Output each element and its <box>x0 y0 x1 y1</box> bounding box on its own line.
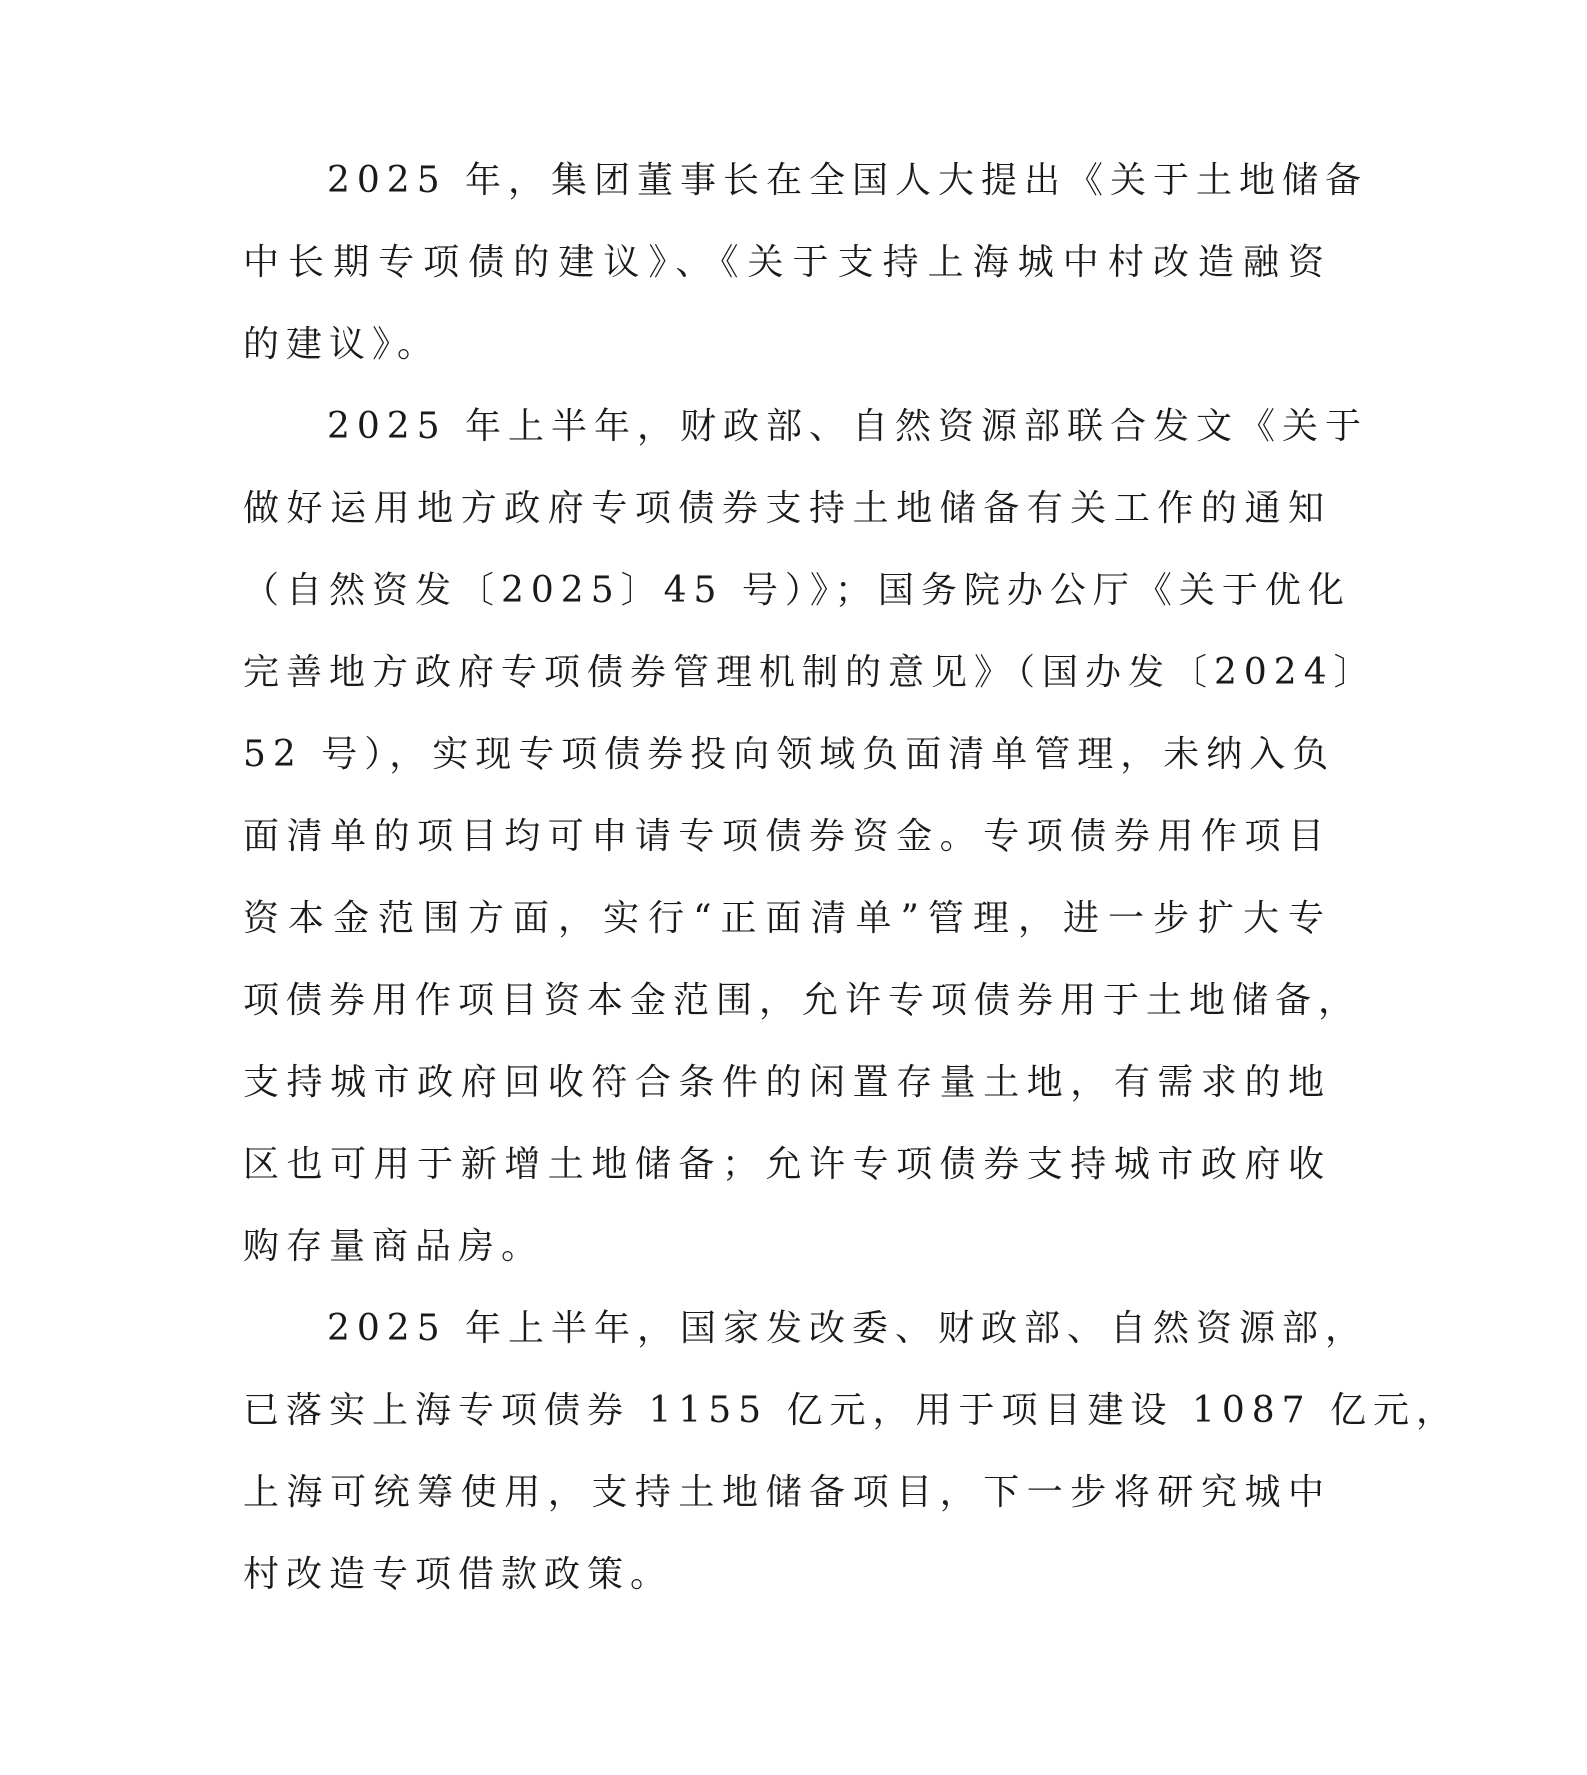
paragraph-1-line-3: 的建议》。 <box>243 324 441 365</box>
paragraph-2-line-4: 完善地方政府专项债券管理机制的意见》（国办发〔2024〕 <box>243 652 1377 693</box>
paragraph-2-line-5: 52 号），实现专项债券投向领域负面清单管理，未纳入负 <box>243 734 1336 775</box>
paragraph-2-line-9: 支持城市政府回收符合条件的闲置存量土地，有需求的地 <box>243 1062 1331 1103</box>
paragraph-2-line-7: 资本金范围方面，实行“正面清单”管理，进一步扩大专 <box>243 898 1331 939</box>
paragraph-2-line-6: 面清单的项目均可申请专项债券资金。专项债券用作项目 <box>243 816 1331 857</box>
paragraph-1-line-2: 中长期专项债的建议》、《关于支持上海城中村改造融资 <box>243 242 1331 283</box>
paragraph-2-line-3: （自然资发〔2025〕45 号）》；国务院办公厅《关于优化 <box>243 570 1351 611</box>
paragraph-2-line-10: 区也可用于新增土地储备；允许专项债券支持城市政府收 <box>243 1144 1331 1185</box>
paragraph-3-line-3: 上海可统筹使用，支持土地储备项目，下一步将研究城中 <box>243 1472 1331 1513</box>
document-body <box>243 140 1460 1616</box>
paragraph-3-line-1: 2025 年上半年，国家发改委、财政部、自然资源部， <box>327 1308 1369 1349</box>
paragraph-1-line-1: 2025 年，集团董事长在全国人大提出《关于土地储备 <box>327 160 1369 201</box>
paragraph-2-line-2: 做好运用地方政府专项债券支持土地储备有关工作的通知 <box>243 488 1331 529</box>
paragraph-2-line-11: 购存量商品房。 <box>243 1226 545 1267</box>
paragraph-3-line-2: 已落实上海专项债券 1155 亿元，用于项目建设 1087 亿元， <box>243 1390 1460 1431</box>
paragraph-3-line-4: 村改造专项借款政策。 <box>243 1554 674 1595</box>
paragraph-2-line-1: 2025 年上半年，财政部、自然资源部联合发文《关于 <box>327 406 1369 447</box>
paragraph-2-line-8: 项债券用作项目资本金范围，允许专项债券用于土地储备， <box>243 980 1362 1021</box>
